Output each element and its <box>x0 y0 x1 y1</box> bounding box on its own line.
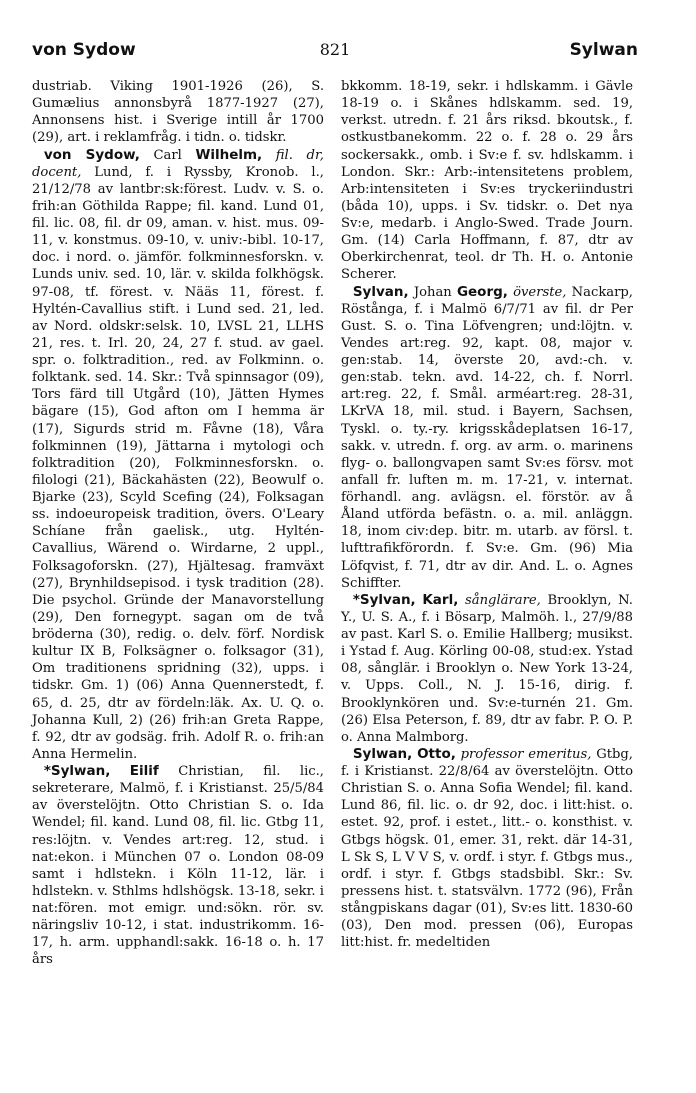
entry-title: professor emeritus, <box>460 746 592 762</box>
entry-surname: Sylvan, <box>352 283 409 300</box>
entry-text: Lund, f. i Ryssby, Kronob. l., 21/12/78 av lantbr:sk:förest. Ludv. v. S. o. frih:an Göthilda Rappe; fil. kand. Lund 01, fil. lic. 08, fil. dr 09, aman. v. hist. mus. 09-11, v. konstmus. 09-10, v. univ:-bibl. 10-17, doc. i nord. o. jämför. folkminnesforskn. v. Lunds univ. sed. 10, lär. v. skilda folkhögsk. 97-08, tf. förest. v. Nääs 11, förest. f. Hyltén-Cavallius stift. i Lund sed. 21, led. av Nord. oldskr:selsk. 10, LVSL 21, LLHS 21, res. t. Irl. 20, 24, 27 f. stud. av gael. spr. o. folktradition., red. av Folkminn. o. folktank. sed. 14. Skr.: Två spinnsagor (09), Tors färd till Utgård (10), Jätten Hymes bägare (15), God afton om I hemma är (17), Sigurds strid m. Fåvne (18), Våra folkminnen (19), Jättarna i mytologi och folktradition (20), Folkminnesforskn. o. filologi (21), Bäckahästen (22), Beowulf o. Bjarke (23), Scyld Scefing (24), Folksagan ss. indoeuropeisk tradition, övers. O'Leary Schíane från gaelisk., utg. Hyltén-Cavallius, Wärend o. Wirdarne, 2 uppl., Folksagoforskn. (27), Hjältesag. framväxt (27), Brynhildsepisod. i tysk tradition (28). Die psychol. Gründe der Manavorstellung (29), Den fornegypt. sagan om de två bröderna (30), redig. o. delv. förf. Nordisk kultur IX B, Folksägner o. folksagor (31), Om traditionens spridning (32), upps. i tidskr. Gm. 1) (06) Anna Quennerstedt, f. 65, d. 25, dtr av fördeln:läk. Ax. U. Q. o. Johanna Kull, 2) (26) frih:an Greta Rappe, f. 92, dtr av godsäg. frih. Adolf R. o. frih:an Anna Hermelin. <box>32 164 324 762</box>
entry-title: Christian, fil. lic., sekreterare, <box>32 764 324 797</box>
entry-title: fil. dr, docent, <box>32 147 324 180</box>
entry-sylvan-karl <box>341 592 633 746</box>
entry-callname: Karl, <box>422 591 459 608</box>
entry-text: dustriab. Viking 1901-1926 (26), S. Gumælius annonsbyrå 1877-1927 (27), Annonsens hist. i Sverige intill år 1700 (29), art. i reklamfråg. i tidn. o. tidskr. <box>32 79 324 146</box>
entry-sylvan-johan-georg <box>341 284 633 592</box>
entry-given-name: Eilif <box>129 763 159 779</box>
entry-text: Gtbg, f. i Kristianst. 22/8/64 av överstelöjtn. Otto Christian S. o. Anna Sofia Wendel; fil. kand. Lund 86, fil. lic. o. dr 92, doc. i litt:hist. o. estet. 92, prof. i estet., litt.- o. konsthist. v. Gtbgs högsk. 01, emer. 31, rekt. där 14-31, L Sk S, L V V S, v. ordf. i styr. f. Gtbgs mus., ordf. i styr. f. Gtbgs stadsbibl. Skr.: Sv. pressens hist. t. statsvälvn. 1772 (96), Från stångpiskans dagar (01), Sv:es litt. 1830-60 (03), Den mod. pressen (06), Europas litt:hist. fr. medeltiden <box>341 746 633 951</box>
entry-surname: Sylwan, <box>352 745 413 762</box>
entry-surname: *Sylwan, <box>43 763 111 779</box>
left-column <box>32 78 324 969</box>
entry-text: bkkomm. 18-19, sekr. i hdlskamm. i Gävle 18-19 o. i Skånes hdlskamm. sed. 19, verkst. utredn. f. 21 års riksd. bkoutsk., f. ostkustbanekomm. 22 o. f. 28 o. 29 års sockersakk., omb. i Sv:e f. sv. hdlskamm. i London. Skr.: Arb:-intensitetens problem, Arb:intensiteten i Sv:es tryckeriindustri (båda 10), upps. i Sv. tidskr. o. Det nya Sv:e, medarb. i Anglo-Swed. Trade Journ. Gm. (14) Carla Hoffmann, f. 87, dtr av Oberkirchenrat, teol. dr Th. H. o. Antonie Scherer. <box>341 79 633 283</box>
entry-continuation <box>32 78 324 147</box>
entry-von-sydow-carl-wilhelm <box>32 147 324 764</box>
entry-sylwan-eilif <box>32 763 324 969</box>
header-right-guideword: Sylwan <box>569 40 638 60</box>
entry-surname: von Sydow, <box>43 146 140 163</box>
header-left-guideword: von Sydow <box>32 40 136 60</box>
right-column <box>341 78 633 951</box>
page-number: 821 <box>319 40 351 59</box>
entry-text: Nackarp, Röstånga, f. i Malmö 6/7/71 av fil. dr Per Gust. S. o. Tina Löfvengren; und:löjtn. v. Vendes art:reg. 92, kapt. 08, major v. gen:stab. 14, överste 20, avd:-ch. v. gen:stab. tekn. avd. 14-22, ch. f. Norrl. art:reg. 22, f. Smål. arméart:reg. 28-31, LKrVA 18, mil. stud. i Bayern, Sachsen, Tyskl. o. ty.-ry. krigsskådeplatsen 16-17, sakk. v. utredn. f. org. av arm. o. marinens flyg- o. ballongvapen samt Sv:es försv. mot anfall fr. luften m. m. 17-21, v. internat. förhandl. ang. avlägsn. el. förstör. av å Åland utförda befästn. o. a. mil. anläggn. 18, inom civ:dep. bitr. m. utarb. av försl. t. lufttrafikförordn. f. Sv:e. Gm. (96) Mia Löfqvist, f. 71, dtr av dir. And. L. o. Agnes Schiffter. <box>341 284 633 591</box>
entry-text: Malmö, f. i Kristianst. 25/5/84 av överstelöjtn. Otto Christian S. o. Ida Wendel; fil. kand. Lund 08, fil. lic. Gtbg 11, res:löjtn. v. Vendes art:reg. 12, stud. i nat:ekon. i München 07 o. London 08-09 samt i hdlstekn. i Köln 11-12, lär. i hdlstekn. v. Sthlms hdlshögsk. 13-18, sekr. i nat:fören. mot emigr. und:sökn. rör. sv. näringsliv 10-12, i stat. industrikomm. 16-17, h. arm. upphandl:sakk. 16-18 o. h. 17 års <box>32 781 324 968</box>
entry-callname: Wilhelm, <box>195 146 263 163</box>
entry-text: Brooklyn, N. Y., U. S. A., f. i Bösarp, Malmöh. l., 27/9/88 av past. Karl S. o. Emilie Hallberg; musikst. i Ystad f. Aug. Körling 00-08, stud:ex. Ystad 08, sånglär. i Brooklyn o. New York 13-24, v. Upps. Coll., N. J. 15-16, dirig. f. Brooklynkören und. Sv:e-turnén 21. Gm. (26) Elsa Peterson, f. 89, dtr av fabr. P. O. P. o. Anna Malmborg. <box>341 592 633 745</box>
entry-given-name: Johan <box>413 284 452 300</box>
entry-callname: Georg, <box>456 283 508 300</box>
entry-surname: *Sylvan, <box>352 591 416 608</box>
entry-title: överste, <box>513 284 567 300</box>
entry-given-name: Carl <box>153 147 182 163</box>
running-header <box>32 40 638 66</box>
entry-title: sånglärare, <box>465 592 541 608</box>
entry-sylwan-otto <box>341 746 633 952</box>
entry-continuation <box>341 78 633 284</box>
entry-callname: Otto, <box>417 745 456 762</box>
